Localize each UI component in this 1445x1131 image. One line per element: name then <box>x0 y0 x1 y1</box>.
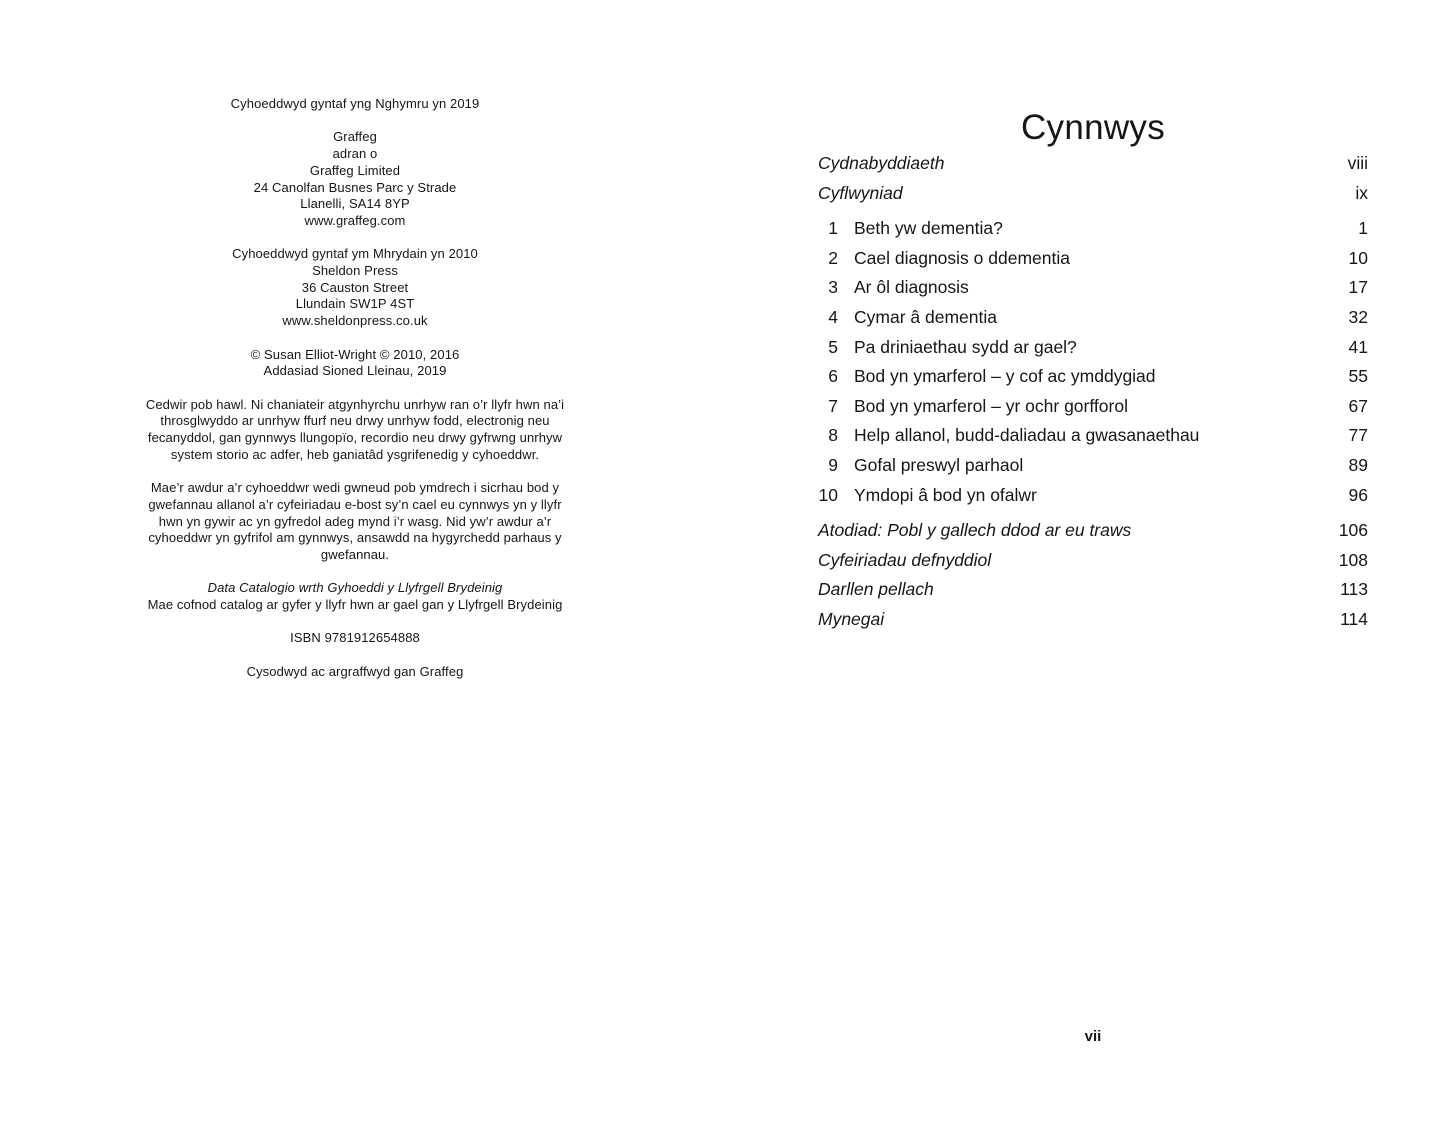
chapter-title: Cymar â dementia <box>854 306 997 327</box>
translation-credit-line: Addasiad Sioned Lleinau, 2019 <box>263 363 447 379</box>
toc-chapter-row <box>818 425 1368 455</box>
imprint-page <box>141 96 569 680</box>
websites-disclaimer-paragraph: Mae’r awdur a’r cyhoeddwr wedi gwneud pob ymdrech i sicrhau bod y gwefannau allanol a’r cyfeiriadau e-bost sy’n cael eu cynnwys yn y llyfr hwn yn gywir ac yn gyfredol adeg mynd i’r wasg. Nid yw’r awdur a’r cyhoeddwr yn gyfrifol am gynnwys, ansawdd na hygyrchedd parhaus y gwefannau. <box>148 480 562 562</box>
chapter-page-number: 10 <box>1348 247 1368 268</box>
first-published-wales-line: Cyhoeddwyd gyntaf yng Nghymru yn 2019 <box>230 96 480 111</box>
toc-chapter-row <box>818 248 1368 278</box>
uk-publisher-line: 36 Causton Street <box>301 279 409 295</box>
toc-entry-page-number: viii <box>1347 153 1368 173</box>
toc-entry-darllen-pellach <box>818 579 1368 609</box>
chapter-page-number: 77 <box>1348 425 1368 446</box>
publisher-line: 24 Canolfan Busnes Parc y Strade <box>253 179 457 195</box>
toc-chapter-row <box>818 218 1368 248</box>
isbn-line: ISBN 9781912654888 <box>290 630 420 646</box>
toc-entry-mynegai <box>818 609 1368 639</box>
chapter-title: Gofal preswyl parhaol <box>854 454 1024 475</box>
toc-entry-cyflwyniad <box>818 183 1368 213</box>
publisher-line: Llanelli, SA14 8YP <box>300 196 410 212</box>
copyright-line: © Susan Elliot-Wright © 2010, 2016 <box>250 346 460 362</box>
chapter-title: Bod yn ymarferol – yr ochr gorfforol <box>854 395 1128 416</box>
rights-paragraph: Cedwir pob hawl. Ni chaniateir atgynhyrchu unrhyw ran o’r llyfr hwn na’i throsglwyddo ar unrhyw ffurf neu drwy unrhyw fodd, electronig neu fecanyddol, gan gynnwys llungopïo, recordio neu drwy gyfrwng unrhyw system storio ac adfer, heb ganiatâd ysgrifenedig y cyhoeddwr. <box>145 396 565 462</box>
toc-chapters-group <box>818 218 1368 514</box>
chapter-title: Beth yw dementia? <box>854 218 1003 239</box>
contents-page <box>818 108 1368 639</box>
publisher-website: www.graffeg.com <box>304 212 406 228</box>
publisher-address-block <box>141 129 569 229</box>
toc-chapter-row <box>818 455 1368 485</box>
chapter-title: Pa driniaethau sydd ar gael? <box>854 336 1077 357</box>
uk-publisher-line: Sheldon Press <box>312 263 398 278</box>
chapter-number: 3 <box>828 277 838 298</box>
page-folio: vii <box>1084 1028 1102 1045</box>
catalog-italic-line: Data Catalogio wrth Gyhoeddi y Llyfrgell Brydeinig <box>207 580 503 596</box>
chapter-page-number: 96 <box>1348 484 1368 505</box>
toc-entry-label: Cyflwyniad <box>818 182 903 203</box>
publisher-line: adran o <box>332 146 378 162</box>
toc-entry-cydnabyddiaeth <box>818 153 1368 183</box>
toc-entry-label: Cyfeiriadau defnyddiol <box>818 549 992 570</box>
toc-chapter-row <box>818 396 1368 426</box>
copyright-block <box>141 347 569 380</box>
toc-chapter-row <box>818 337 1368 367</box>
toc-chapter-row <box>818 307 1368 337</box>
toc-entry-label: Atodiad: Pobl y gallech ddod ar eu traws <box>818 520 1132 541</box>
toc-chapter-row <box>818 485 1368 515</box>
table-of-contents <box>818 153 1368 639</box>
catalog-block <box>141 580 569 613</box>
chapter-page-number: 1 <box>1358 218 1368 239</box>
chapter-title: Ymdopi â bod yn ofalwr <box>854 484 1037 505</box>
chapter-page-number: 55 <box>1348 366 1368 387</box>
uk-publisher-line: Llundain SW1P 4ST <box>295 296 415 312</box>
chapter-page-number: 32 <box>1348 306 1368 327</box>
toc-chapter-row <box>818 277 1368 307</box>
toc-entry-page-number: 108 <box>1338 549 1368 570</box>
chapter-page-number: 89 <box>1348 454 1368 475</box>
chapter-title: Bod yn ymarferol – y cof ac ymddygiad <box>854 366 1156 387</box>
chapter-number: 6 <box>828 366 838 387</box>
chapter-page-number: 17 <box>1348 277 1368 298</box>
toc-entry-label: Mynegai <box>818 608 885 629</box>
chapter-number: 10 <box>818 484 838 505</box>
toc-entry-atodiad <box>818 520 1368 550</box>
chapter-page-number: 41 <box>1348 336 1368 357</box>
toc-entry-label: Cydnabyddiaeth <box>818 153 945 173</box>
publisher-name: Graffeg <box>333 129 377 145</box>
publisher-line: Graffeg Limited <box>309 162 401 178</box>
toc-entry-page-number: 114 <box>1340 608 1368 629</box>
toc-chapter-row <box>818 366 1368 396</box>
chapter-number: 8 <box>828 425 838 446</box>
chapter-number: 5 <box>828 336 838 357</box>
uk-publisher-line: Cyhoeddwyd gyntaf ym Mhrydain yn 2010 <box>232 246 478 262</box>
chapter-number: 2 <box>828 247 838 268</box>
chapter-number: 4 <box>828 306 838 327</box>
catalog-line: Mae cofnod catalog ar gyfer y llyfr hwn ar gael gan y Llyfrgell Brydeinig <box>147 597 563 612</box>
chapter-page-number: 67 <box>1348 395 1368 416</box>
chapter-number: 9 <box>828 454 838 475</box>
contents-page-title: Cynnwys <box>1020 108 1166 147</box>
toc-entry-page-number: ix <box>1355 182 1368 203</box>
toc-entry-page-number: 113 <box>1340 579 1368 600</box>
toc-entry-page-number: 106 <box>1338 520 1368 541</box>
toc-entry-cyfeiriadau <box>818 550 1368 580</box>
uk-publisher-website: www.sheldonpress.co.uk <box>282 313 428 329</box>
chapter-title: Help allanol, budd-daliadau a gwasanaethau <box>854 425 1200 446</box>
toc-entry-label: Darllen pellach <box>818 579 934 600</box>
first-published-uk-block <box>141 246 569 330</box>
chapter-number: 7 <box>828 395 838 416</box>
chapter-number: 1 <box>828 218 838 239</box>
chapter-title: Cael diagnosis o ddementia <box>854 247 1070 268</box>
toc-end-matter-group <box>818 520 1368 638</box>
chapter-title: Ar ôl diagnosis <box>854 277 969 298</box>
printed-by-line: Cysodwyd ac argraffwyd gan Graffeg <box>246 663 464 679</box>
